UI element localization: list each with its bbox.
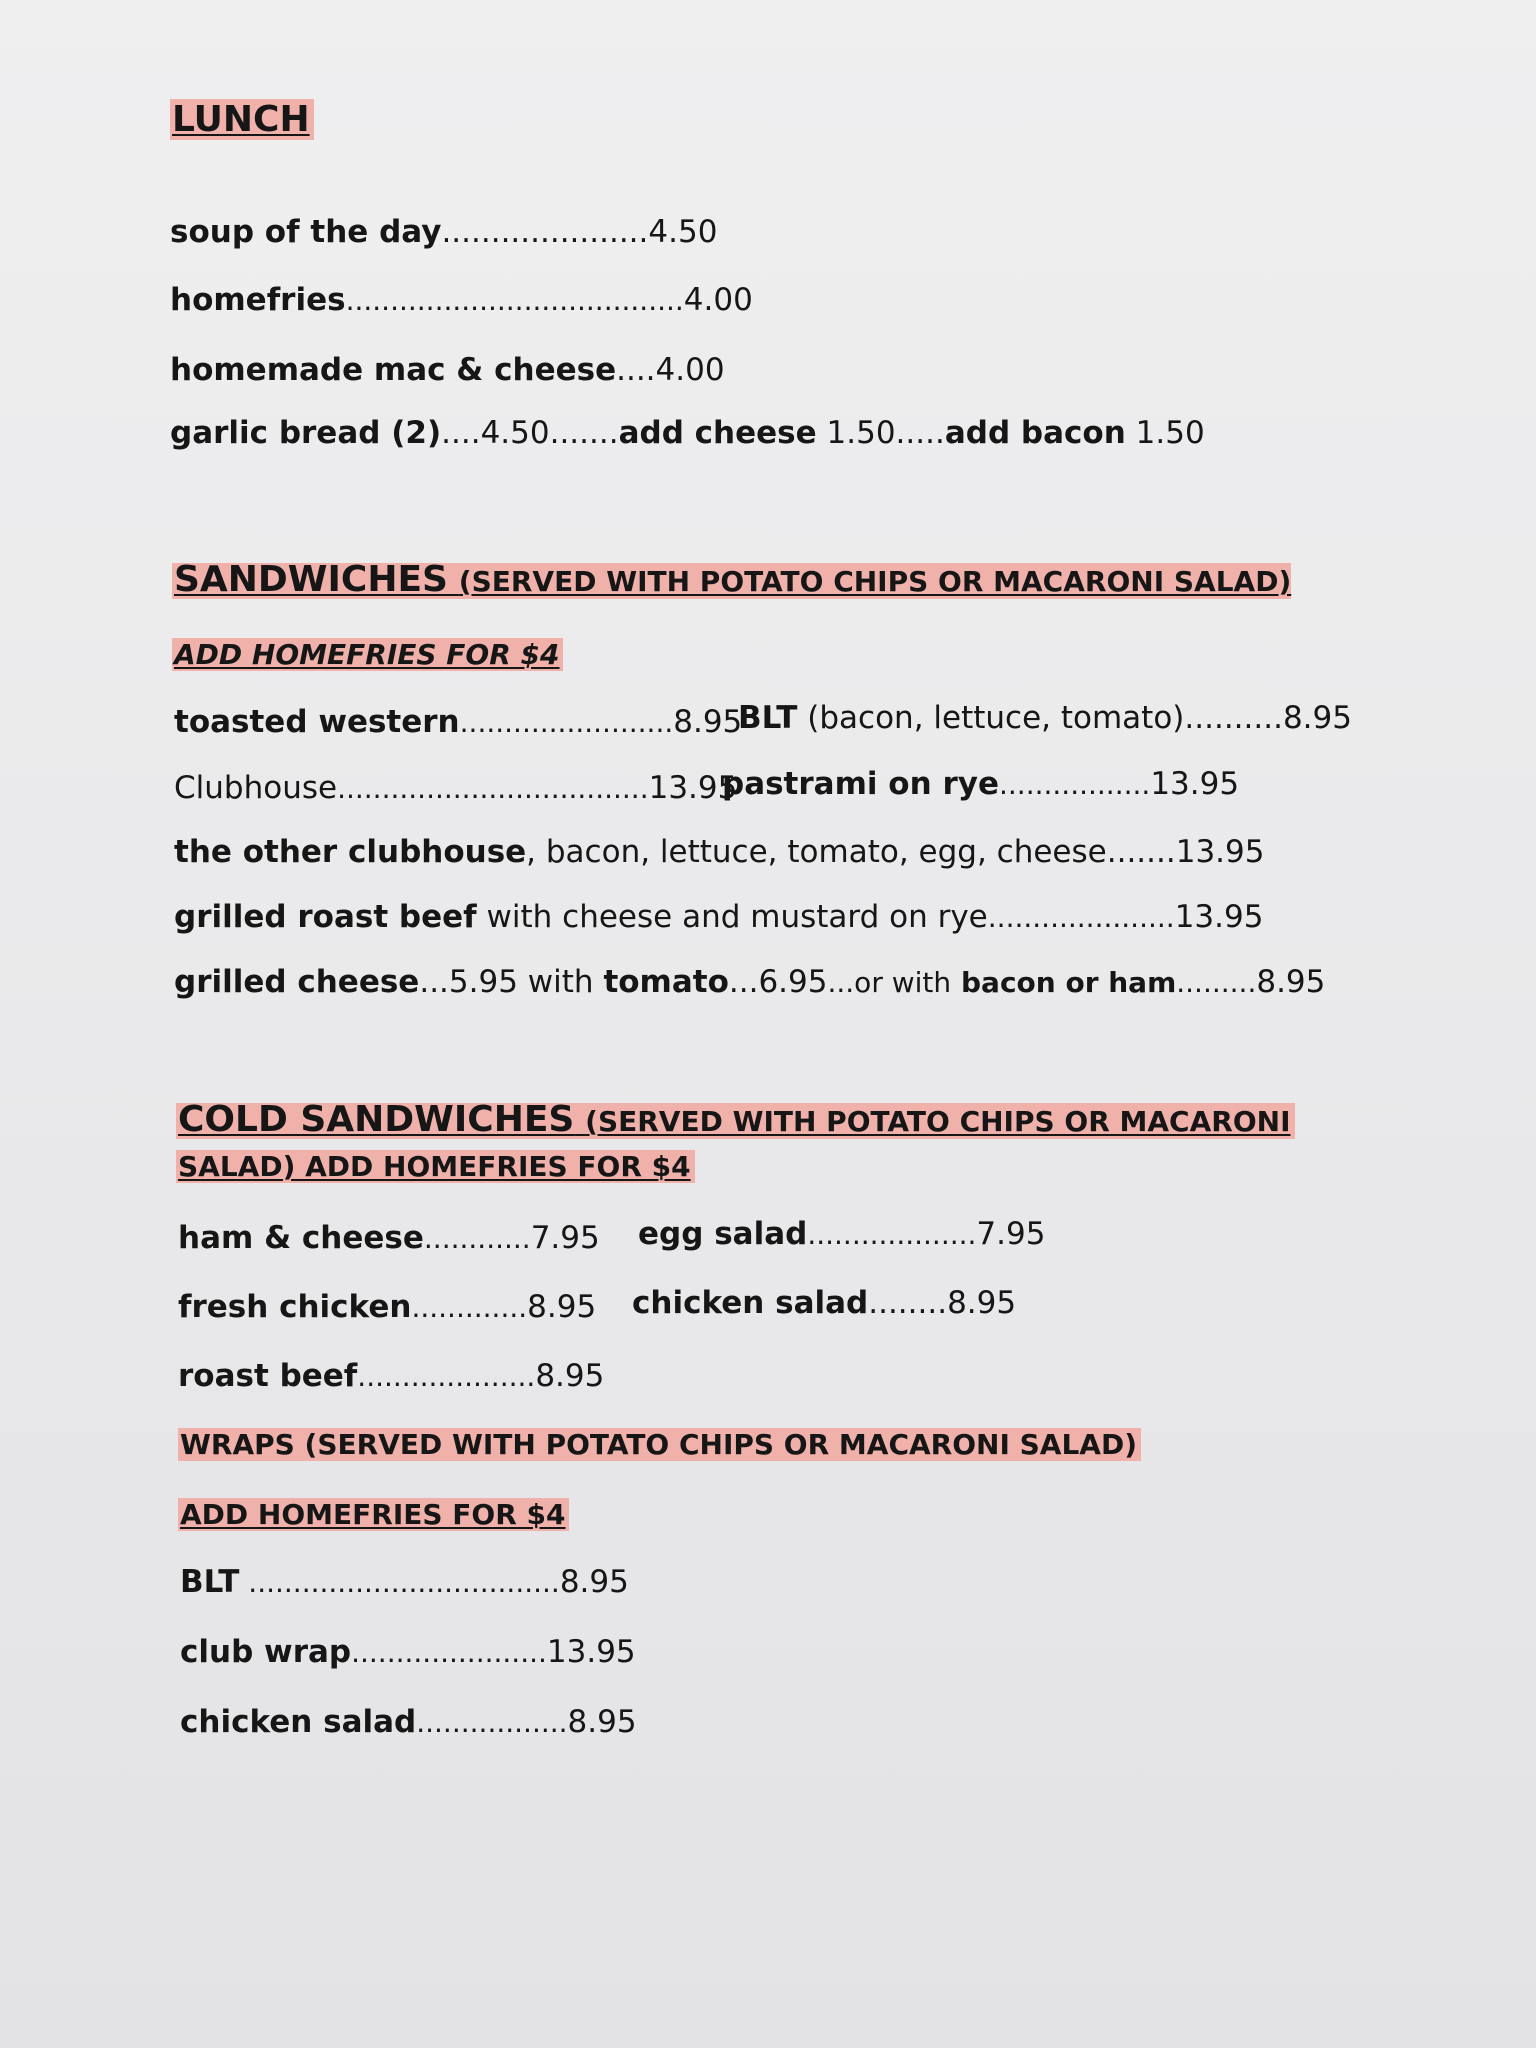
menu-item-clubhouse: Clubhouse...................................13.95 <box>174 770 738 806</box>
menu-item-roast-beef-cold: roast beef....................8.95 <box>178 1358 605 1394</box>
menu-item-soup: soup of the day.....................4.50 <box>170 214 718 250</box>
menu-item-garlic-bread: garlic bread (2)....4.50.......add cheese 1.50.....add bacon 1.50 <box>170 415 1205 451</box>
wraps-heading: WRAPS (SERVED WITH POTATO CHIPS OR MACARONI SALAD) <box>178 1424 1141 1465</box>
menu-item-fresh-chicken: fresh chicken.............8.95 <box>178 1289 597 1325</box>
wraps-homefries-note: ADD HOMEFRIES FOR $4 <box>178 1494 569 1535</box>
menu-item-blt-sandwich: BLT (bacon, lettuce, tomato)..........8.95 <box>738 700 1352 736</box>
menu-item-grilled-roast-beef: grilled roast beef with cheese and mustard on rye.....................13.95 <box>174 899 1264 935</box>
menu-item-chicken-salad-cold: chicken salad........8.95 <box>632 1285 1017 1321</box>
menu-item-ham-cheese: ham & cheese............7.95 <box>178 1220 600 1256</box>
sandwiches-heading: SANDWICHES (SERVED WITH POTATO CHIPS OR MACARONI SALAD) <box>174 559 1292 600</box>
menu-item-homefries: homefries......................................4.00 <box>170 282 753 318</box>
cold-sandwiches-subheading: SALAD) ADD HOMEFRIES FOR $4 <box>176 1146 695 1187</box>
lunch-heading: LUNCH <box>170 100 314 141</box>
menu-item-chicken-salad-wrap: chicken salad.................8.95 <box>180 1704 637 1740</box>
menu-item-club-wrap: club wrap......................13.95 <box>180 1634 636 1670</box>
sandwiches-homefries-note: ADD HOMEFRIES FOR $4 <box>172 634 563 675</box>
menu-item-grilled-cheese: grilled cheese...5.95 with tomato...6.95...or with bacon or ham.........8.95 <box>174 964 1326 1000</box>
menu-item-pastrami: pastrami on rye.................13.95 <box>722 766 1240 802</box>
cold-sandwiches-heading: COLD SANDWICHES (SERVED WITH POTATO CHIPS OR MACARONI <box>176 1100 1295 1142</box>
menu-item-blt-wrap: BLT ...................................8.95 <box>180 1564 629 1600</box>
menu-item-mac-cheese: homemade mac & cheese....4.00 <box>170 352 725 388</box>
menu-item-egg-salad: egg salad...................7.95 <box>638 1216 1046 1252</box>
menu-item-toasted-western: toasted western........................8.95 <box>174 704 743 740</box>
menu-item-other-clubhouse: the other clubhouse, bacon, lettuce, tomato, egg, cheese.......13.95 <box>174 834 1265 870</box>
